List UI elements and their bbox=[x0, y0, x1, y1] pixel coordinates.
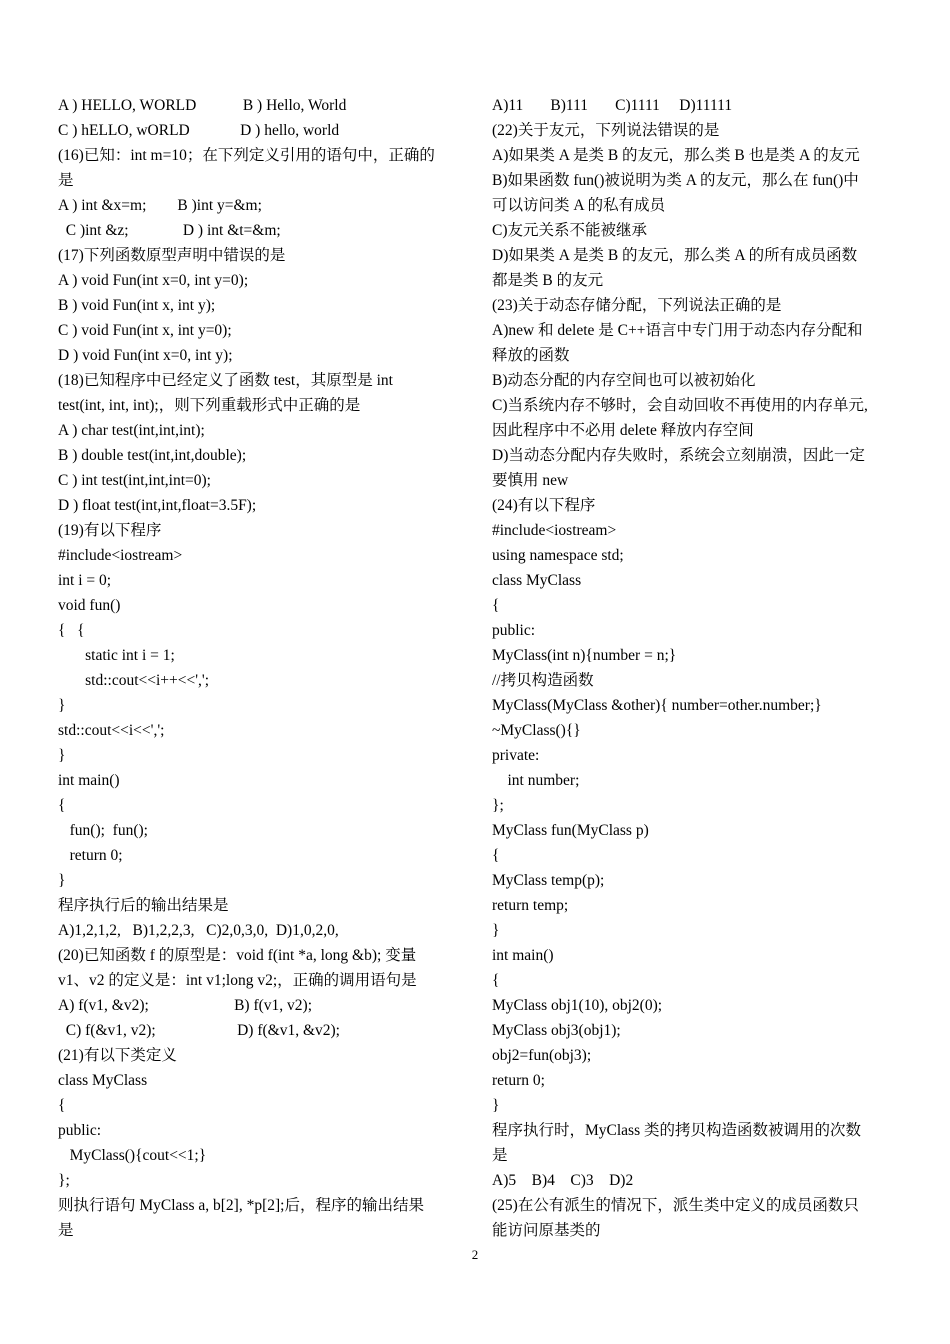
text-line: A)5 B)4 C)3 D)2 bbox=[492, 1172, 634, 1189]
text-line: C ) int test(int,int,int=0); bbox=[58, 472, 211, 489]
text-line: (18)已知程序中已经定义了函数 test，其原型是 int bbox=[58, 372, 393, 389]
text-line: } bbox=[492, 1097, 500, 1114]
text-line: A ) HELLO, WORLD B ) Hello, World bbox=[58, 97, 347, 114]
text-line: A)11 B)111 C)1111 D)11111 bbox=[492, 97, 733, 114]
text-line: (19)有以下程序 bbox=[58, 522, 162, 539]
page-number: 2 bbox=[471, 1247, 479, 1262]
text-line: #include<iostream> bbox=[492, 522, 617, 539]
text-line: 程序执行后的输出结果是 bbox=[58, 897, 229, 914]
text-line: }; bbox=[492, 797, 504, 814]
text-line: B)如果函数 fun()被说明为类 A 的友元，那么在 fun()中 bbox=[492, 172, 859, 189]
text-line: 程序执行时，MyClass 类的拷贝构造函数被调用的次数 bbox=[492, 1122, 861, 1139]
text-line: A ) void Fun(int x=0, int y=0); bbox=[58, 272, 249, 289]
text-line: } bbox=[58, 747, 66, 764]
text-line: class MyClass bbox=[492, 572, 582, 589]
text-line: fun(); fun(); bbox=[58, 822, 148, 839]
text-line: MyClass(int n){number = n;} bbox=[492, 647, 677, 664]
text-line: 是 bbox=[58, 1222, 74, 1239]
text-line: class MyClass bbox=[58, 1072, 148, 1089]
text-line: 释放的函数 bbox=[492, 347, 570, 364]
text-line: { bbox=[58, 1097, 66, 1114]
text-line: { bbox=[58, 797, 66, 814]
text-line: { bbox=[492, 597, 500, 614]
text-line: void fun() bbox=[58, 597, 121, 614]
text-line: 是 bbox=[492, 1147, 508, 1164]
text-line: v1、v2 的定义是：int v1;long v2;，正确的调用语句是 bbox=[58, 972, 417, 989]
text-line: (24)有以下程序 bbox=[492, 497, 596, 514]
right-column bbox=[492, 93, 902, 1243]
text-line: D ) float test(int,int,float=3.5F); bbox=[58, 497, 257, 514]
text-line: 都是类 B 的友元 bbox=[492, 272, 604, 289]
text-line: MyClass(MyClass &other){ number=other.number;} bbox=[492, 697, 822, 714]
text-line: obj2=fun(obj3); bbox=[492, 1047, 592, 1064]
text-line: MyClass obj3(obj1); bbox=[492, 1022, 621, 1039]
text-line: A)new 和 delete 是 C++语言中专门用于动态内存分配和 bbox=[492, 322, 863, 339]
text-line: static int i = 1; bbox=[58, 647, 175, 664]
text-line: //拷贝构造函数 bbox=[492, 672, 594, 689]
text-line: C )int &z; D ) int &t=&m; bbox=[58, 222, 281, 239]
text-line: int i = 0; bbox=[58, 572, 112, 589]
text-line: C ) hELLO, wORLD D ) hello, world bbox=[58, 122, 340, 139]
text-line: using namespace std; bbox=[492, 547, 624, 564]
text-line: { bbox=[492, 847, 500, 864]
text-line: 能访问原基类的 bbox=[492, 1222, 601, 1239]
text-line: 则执行语句 MyClass a, b[2], *p[2];后，程序的输出结果 bbox=[58, 1197, 424, 1214]
text-line: (23)关于动态存储分配，下列说法正确的是 bbox=[492, 297, 782, 314]
text-line: C)当系统内存不够时，会自动回收不再使用的内存单元, bbox=[492, 397, 868, 414]
text-line: (16)已知：int m=10；在下列定义引用的语句中，正确的 bbox=[58, 147, 435, 164]
text-line: std::cout<<i<<','; bbox=[58, 722, 165, 739]
text-line: MyClass obj1(10), obj2(0); bbox=[492, 997, 663, 1014]
text-line: { { bbox=[58, 622, 85, 639]
text-line: B)动态分配的内存空间也可以被初始化 bbox=[492, 372, 756, 389]
text-line: } bbox=[58, 872, 66, 889]
text-line: { bbox=[492, 972, 500, 989]
text-line: D)如果类 A 是类 B 的友元，那么类 A 的所有成员函数 bbox=[492, 247, 858, 264]
text-line: 可以访问类 A 的私有成员 bbox=[492, 197, 666, 214]
text-line: A) f(v1, &v2); B) f(v1, v2); bbox=[58, 997, 312, 1014]
text-line: return 0; bbox=[58, 847, 123, 864]
text-line: (21)有以下类定义 bbox=[58, 1047, 177, 1064]
text-line: D ) void Fun(int x=0, int y); bbox=[58, 347, 233, 364]
text-line: (20)已知函数 f 的原型是：void f(int *a, long &b); 变量 bbox=[58, 947, 417, 964]
text-line: C) f(&v1, v2); D) f(&v1, &v2); bbox=[58, 1022, 340, 1039]
text-line: MyClass temp(p); bbox=[492, 872, 605, 889]
text-line: int number; bbox=[492, 772, 580, 789]
text-line: A)1,2,1,2, B)1,2,2,3, C)2,0,3,0, D)1,0,2,0, bbox=[58, 922, 339, 939]
text-line: C ) void Fun(int x, int y=0); bbox=[58, 322, 232, 339]
text-line: A)如果类 A 是类 B 的友元，那么类 B 也是类 A 的友元 bbox=[492, 147, 860, 164]
text-line: B ) void Fun(int x, int y); bbox=[58, 297, 216, 314]
text-line: public: bbox=[58, 1122, 102, 1139]
text-line: D)当动态分配内存失败时，系统会立刻崩溃，因此一定 bbox=[492, 447, 865, 464]
text-line: A ) char test(int,int,int); bbox=[58, 422, 205, 439]
text-line: int main() bbox=[58, 772, 120, 789]
left-column bbox=[58, 93, 460, 1243]
text-line: #include<iostream> bbox=[58, 547, 183, 564]
text-line: C)友元关系不能被继承 bbox=[492, 222, 648, 239]
text-line: test(int, int, int);，则下列重载形式中正确的是 bbox=[58, 397, 361, 414]
text-line: return 0; bbox=[492, 1072, 545, 1089]
text-line: } bbox=[492, 922, 500, 939]
text-line: private: bbox=[492, 747, 540, 764]
text-line: return temp; bbox=[492, 897, 569, 914]
text-line: (25)在公有派生的情况下，派生类中定义的成员函数只 bbox=[492, 1197, 859, 1214]
text-line: MyClass fun(MyClass p) bbox=[492, 822, 649, 839]
text-line: ~MyClass(){} bbox=[492, 722, 581, 739]
text-line: std::cout<<i++<<','; bbox=[58, 672, 210, 689]
text-line: MyClass(){cout<<1;} bbox=[58, 1147, 207, 1164]
text-line: A ) int &x=m; B )int y=&m; bbox=[58, 197, 262, 214]
text-line: 因此程序中不必用 delete 释放内存空间 bbox=[492, 422, 754, 439]
text-line: int main() bbox=[492, 947, 554, 964]
text-line: } bbox=[58, 697, 66, 714]
text-line: }; bbox=[58, 1172, 70, 1189]
text-line: B ) double test(int,int,double); bbox=[58, 447, 247, 464]
text-line: (17)下列函数原型声明中错误的是 bbox=[58, 247, 286, 264]
text-line: (22)关于友元，下列说法错误的是 bbox=[492, 122, 720, 139]
text-line: 是 bbox=[58, 172, 74, 189]
text-line: 要慎用 new bbox=[492, 472, 569, 489]
text-line: public: bbox=[492, 622, 536, 639]
